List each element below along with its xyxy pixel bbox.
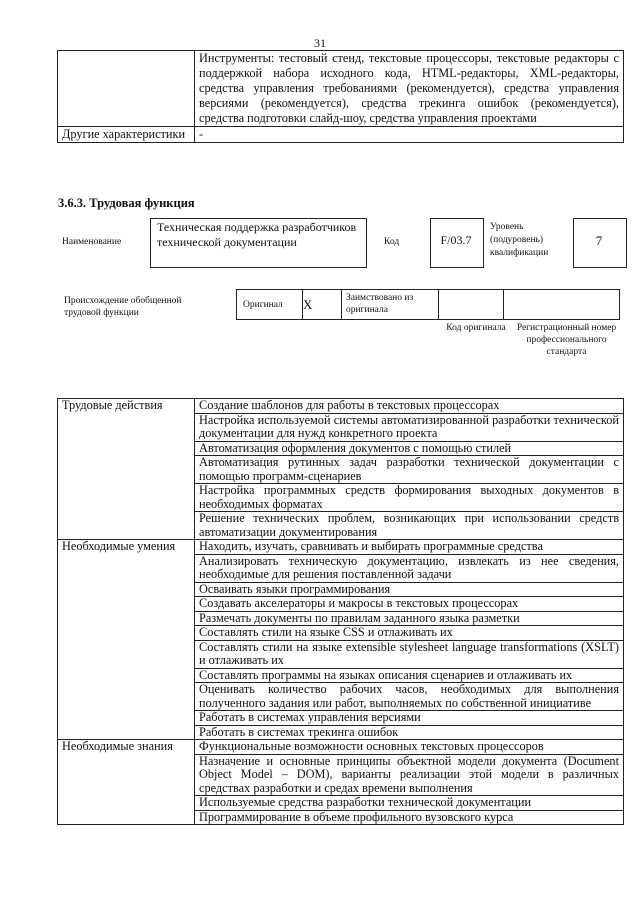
origin-table (236, 289, 620, 320)
row-text: Программирование в объеме профильного вузовского курса (195, 810, 624, 825)
origin-label: Происхождение обобщенной трудовой функции (64, 296, 182, 318)
code-of-original-cell (439, 290, 504, 320)
code-label: Код (384, 237, 400, 247)
borrowed-label: Заимствовано из оригинала (342, 290, 439, 320)
section-label: Необходимые знания (58, 740, 195, 825)
level-value: 7 (595, 233, 603, 248)
row-text: Создание шаблонов для работы в текстовых процессорах (195, 399, 624, 414)
row-text: Оценивать количество рабочих часов, необходимых для выполнения полученного задания или работ, выполняемых по собственной инициативе (195, 683, 624, 711)
instruments-text: Инструменты: тестовый стенд, текстовые процессоры, текстовые редакторы с поддержкой набора исходного кода, HTML-редакторы, XML-редакторы, средства управления требованиями (рекомендуется), средства управления версиями (рекомендуется), средства трекинга ошибок (рекомендуется), средства подготовки слайд-шоу, средства управления проектами (195, 51, 624, 127)
code-of-original-label: Код оригинала (446, 323, 506, 333)
other-characteristics-label: Другие характеристики (58, 127, 195, 143)
row-text: Назначение и основные принципы объектной модели документа (Document Object Model – DOM), варианты реализации этой модели в различных средствах разработки и средах времени выполнения (195, 754, 624, 796)
instruments-label-cell (58, 51, 195, 127)
row-text: Настройка программных средств формирования выходных документов в необходимых форматах (195, 484, 624, 512)
row-text: Находить, изучать, сравнивать и выбирать программные средства (195, 540, 624, 555)
table-row (58, 540, 624, 555)
level-label: Уровень (подуровень) квалификации (490, 222, 549, 258)
original-label: Оригинал (237, 290, 303, 320)
row-text: Составлять стили на языке CSS и отлаживать их (195, 626, 624, 641)
other-characteristics-value: - (195, 127, 624, 143)
original-mark: X (303, 290, 342, 320)
row-text: Составлять программы на языках описания сценариев и отлаживать их (195, 668, 624, 683)
reg-number-label: Регистрационный номер профессионального стандарта (516, 323, 617, 357)
reg-number-cell (504, 290, 620, 320)
section-label: Необходимые умения (58, 540, 195, 740)
row-text: Функциональные возможности основных текстовых процессоров (195, 740, 624, 755)
row-text: Осваивать языки программирования (195, 582, 624, 597)
row-text: Работать в системах управления версиями (195, 711, 624, 726)
name-value: Техническая поддержка разработчиков технической документации (157, 220, 357, 249)
instruments-table (57, 50, 624, 143)
row-text: Используемые средства разработки технической документации (195, 796, 624, 811)
table-row (58, 399, 624, 414)
row-text: Составлять стили на языке extensible stylesheet language transformations (XSLT) и отлаживать их (195, 640, 624, 668)
section-title: 3.6.3. Трудовая функция (58, 196, 195, 210)
row-text: Автоматизация оформления документов с помощью стилей (195, 441, 624, 456)
row-text: Анализировать техническую документацию, извлекать из нее сведения, необходимые для решения поставленной задачи (195, 554, 624, 582)
row-text: Решение технических проблем, возникающих при использовании средств автоматизации документирования (195, 512, 624, 540)
table-row (58, 740, 624, 755)
name-label: Наименование (62, 237, 122, 247)
page-number: 31 (314, 36, 326, 50)
row-text: Автоматизация рутинных задач разработки технической документации с помощью программ-сценариев (195, 456, 624, 484)
row-text: Создавать акселераторы и макросы в текстовых процессорах (195, 597, 624, 612)
function-details-table (57, 398, 624, 825)
code-value: F/03.7 (440, 233, 472, 247)
row-text: Размечать документы по правилам заданного языка разметки (195, 611, 624, 626)
row-text: Настройка используемой системы автоматизированной разработки технической документации для нужд конкретного проекта (195, 413, 624, 441)
section-label: Трудовые действия (58, 399, 195, 540)
row-text: Работать в системах трекинга ошибок (195, 725, 624, 740)
